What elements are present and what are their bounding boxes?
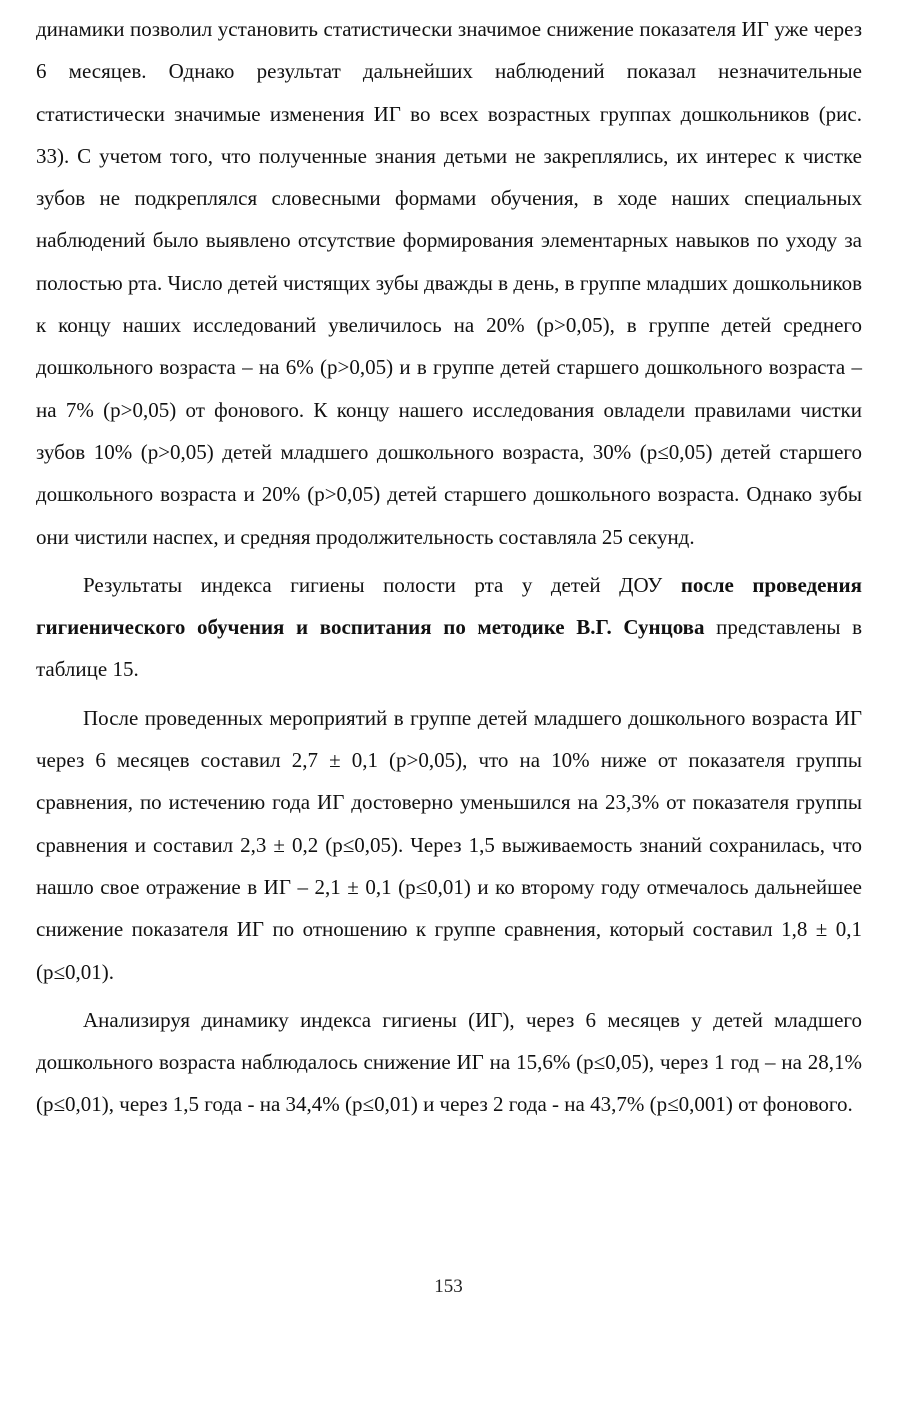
paragraph-results-intro-bold: после проведения гигиенического обучения и воспитания по методике В.Г. Сунцова [36,572,862,640]
paragraph-results-intro-end: представлены в таблице 15. [36,615,862,682]
paragraph-hygiene-dynamics: динамики позволил установить статистически значимое снижение показателя ИГ уже через 6 месяцев. Однако результат дальнейших наблюдений показал незначительные статистически значимые изменения ИГ во всех возрастных группах дошкольников (рис. 33). С учетом того, что полученные знания детьми не закреплялись, их интерес к чистке зубов не подкреплялся словесными формами обучения, в ходе наших специальных наблюдений было выявлено отсутствие формирования элементарных навыков по уходу за полостью рта. Число детей чистящих зубы дважды в день, в группе младших дошкольников к концу наших исследований увеличилось на 20% (p>0,05), в группе детей среднего дошкольного возраста – на 6% (p>0,05) и в группе детей старшего дошкольного возраста – на 7% (p>0,05) от фонового. К концу нашего исследования овладели правилами чистки зубов 10% (p>0,05) детей младшего дошкольного возраста, 30% (p≤0,05) детей старшего дошкольного возраста и 20% (p>0,05) детей старшего дошкольного возраста. Однако зубы они чистили наспех, и средняя продолжительность составляла 25 секунд. [36,17,862,549]
body-text [36,8,862,1132]
paragraph-index-analysis: Анализируя динамику индекса гигиены (ИГ), через 6 месяцев у детей младшего дошкольного возраста наблюдалось снижение ИГ на 15,6% (p≤0,05), через 1 год – на 28,1% (p≤0,01), через 1,5 года - на 34,4% (p≤0,01) и через 2 года - на 43,7% (p≤0,001) от фонового. [36,1007,862,1117]
paragraph-results-intro [36,564,862,691]
paragraph-results-intro-start: Результаты индекса гигиены полости рта у детей ДОУ [83,572,681,597]
page-number: 153 [434,1276,463,1297]
paragraph-junior-group-results: После проведенных мероприятий в группе детей младшего дошкольного возраста ИГ через 6 месяцев составил 2,7 ± 0,1 (p>0,05), что на 10% ниже от показателя группы сравнения, по истечению года ИГ достоверно уменьшился на 23,3% от показателя группы сравнения и составил 2,3 ± 0,2 (p≤0,05). Через 1,5 выживаемость знаний сохранилась, что нашло свое отражение в ИГ – 2,1 ± 0,1 (p≤0,01) и ко второму году отмечалось дальнейшее снижение показателя ИГ по отношению к группе сравнения, который составил 1,8 ± 0,1 (p≤0,01). [36,705,862,984]
